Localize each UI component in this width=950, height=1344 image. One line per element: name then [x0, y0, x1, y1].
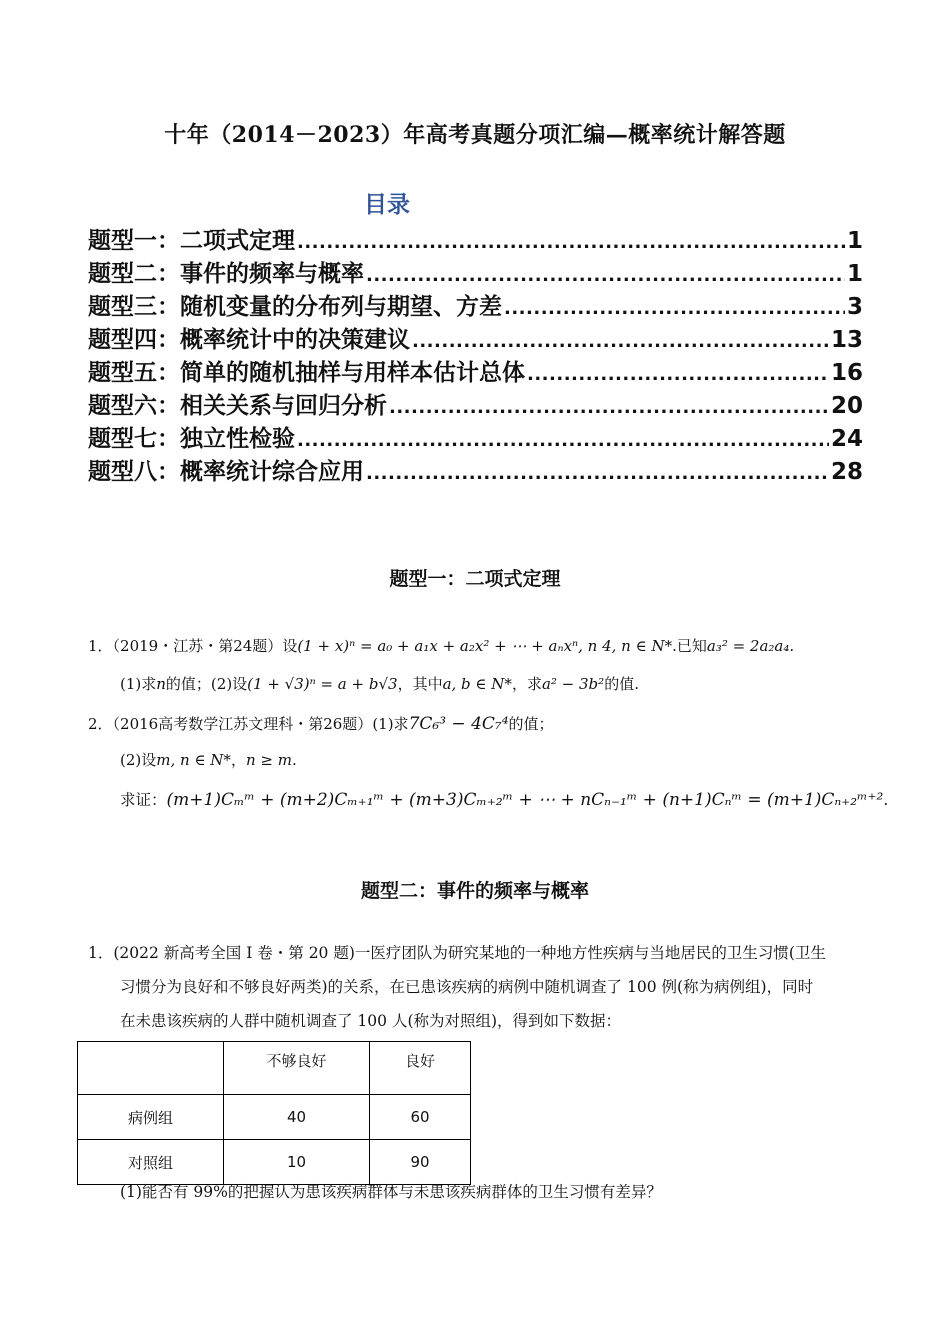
question-text: .已知 [672, 637, 707, 655]
toc-item-label: 题型二：事件的频率与概率 [88, 261, 364, 287]
question-text: ， [230, 751, 246, 769]
formula: m, n ∈ N* [156, 751, 231, 769]
document-title: 十年（2014－2023）年高考真题分项汇编—概率统计解答题 [164, 122, 786, 148]
toc-item-page: 20 [830, 393, 863, 419]
question-2-1-sub1: (1)能否有 99%的把握认为患该疾病群体与未患该疾病群体的卫生习惯有差异？ [120, 1183, 662, 1201]
toc-item-page: 1 [846, 261, 863, 287]
toc-item[interactable] [88, 288, 863, 321]
question-text: ，求 [511, 675, 542, 693]
question-2-1-line2: 习惯分为良好和不够良好两类)的关系，在已患该疾病的病例中随机调查了 100 例(称为病例组)，同时 [120, 978, 814, 996]
toc-item-page: 13 [830, 327, 863, 353]
question-source: （2016高考数学江苏文理科・第26题） [112, 715, 373, 733]
toc-leader [389, 397, 829, 418]
toc-item[interactable] [88, 453, 863, 486]
question-text: ，其中 [397, 675, 443, 693]
question-text: (1)求 [120, 675, 157, 693]
question-number: 1． [88, 637, 113, 655]
toc-item-label: 题型六：相关关系与回归分析 [88, 393, 387, 419]
question-text: . [883, 791, 889, 809]
question-source: （2019・江苏・第24题） [112, 637, 283, 655]
question-number: 2． [88, 715, 113, 733]
table-of-contents [88, 222, 863, 486]
toc-item-page: 1 [846, 228, 863, 254]
toc-leader [527, 364, 829, 385]
table-cell: 40 [224, 1095, 370, 1140]
toc-leader [366, 265, 845, 286]
question-1-2-proof [120, 790, 888, 810]
table-header-cell: 不够良好 [224, 1042, 370, 1095]
toc-item-label: 题型三：随机变量的分布列与期望、方差 [88, 294, 502, 320]
question-text: 求证： [120, 791, 167, 809]
toc-item-page: 24 [830, 426, 863, 452]
table-row [78, 1042, 471, 1095]
question-text: (1)求 [372, 715, 409, 733]
question-1-2 [88, 714, 554, 734]
question-2-1-line1 [88, 936, 826, 970]
toc-item-label: 题型四：概率统计中的决策建议 [88, 327, 410, 353]
toc-item-label: 题型五：简单的随机抽样与用样本估计总体 [88, 360, 525, 386]
question-number: 1． [88, 944, 114, 962]
table-cell: 60 [370, 1095, 471, 1140]
question-1-1: 1．（2019・江苏・第24题）设(1 + x)ⁿ = a₀ + a₁x + a₂x² + ⋯ + aₙxⁿ, n 4, n ∈ N*.已知a₃² = 2a₂a₄. [88, 637, 795, 655]
formula: a, b ∈ N* [442, 675, 512, 693]
table-header-cell [78, 1042, 224, 1095]
toc-leader [297, 430, 829, 451]
question-text: . [291, 751, 297, 769]
toc-item-page: 16 [830, 360, 863, 386]
question-text: (2022 新高考全国 I 卷・第 20 题)一医疗团队为研究某地的一种地方性疾病与当地居民的卫生习惯(卫生 [113, 944, 826, 962]
toc-item-page: 28 [830, 459, 863, 485]
formula: 7C₆³ − 4C₇⁴ [408, 714, 509, 734]
question-1-1-parts [120, 674, 639, 694]
section-title: 题型一：二项式定理 [389, 568, 561, 590]
toc-item-label: 题型七：独立性检验 [88, 426, 295, 452]
toc-item-label: 题型一：二项式定理 [88, 228, 295, 254]
formula: (m+1)Cₘᵐ + (m+2)Cₘ₊₁ᵐ + (m+3)Cₘ₊₂ᵐ + ⋯ + nCₙ₋₁ᵐ + (n+1)Cₙᵐ = (m+1)Cₙ₊₂ᵐ⁺² [166, 790, 884, 810]
table-cell: 病例组 [78, 1095, 224, 1140]
question-text: 的值. [604, 675, 639, 693]
toc-leader [366, 463, 829, 484]
formula: n ≥ m [245, 751, 292, 769]
formula: (1 + x)ⁿ = a₀ + a₁x + a₂x² + ⋯ + aₙxⁿ, n 4, n ∈ N* [297, 637, 673, 655]
toc-item-label: 题型八：概率统计综合应用 [88, 459, 364, 485]
question-text: (2)设 [120, 751, 157, 769]
toc-item[interactable] [88, 420, 863, 453]
table-header-cell: 良好 [370, 1042, 471, 1095]
table-row [78, 1140, 471, 1185]
question-text: 的值； [508, 715, 554, 733]
table-cell: 对照组 [78, 1140, 224, 1185]
formula: (1 + √3)ⁿ = a + b√3 [247, 675, 398, 693]
toc-leader [504, 298, 845, 319]
toc-item[interactable] [88, 321, 863, 354]
question-text: 设 [282, 637, 298, 655]
toc-item[interactable] [88, 255, 863, 288]
data-table [77, 1041, 471, 1185]
table-cell: 10 [224, 1140, 370, 1185]
toc-item-page: 3 [846, 294, 863, 320]
toc-item[interactable] [88, 354, 863, 387]
section-title: 题型二：事件的频率与概率 [360, 880, 589, 902]
formula: a₃² = 2a₂a₄ [706, 637, 790, 655]
toc-heading: 目录 [364, 191, 410, 218]
question-2-1-line3: 在未患该疾病的人群中随机调查了 100 人(称为对照组)，得到如下数据： [120, 1012, 622, 1030]
question-1-2-part2 [120, 750, 297, 770]
formula: n [156, 675, 166, 693]
toc-leader [412, 331, 829, 352]
toc-item[interactable] [88, 222, 863, 255]
toc-leader [297, 232, 845, 253]
question-text: 的值；(2)设 [165, 675, 248, 693]
table-row [78, 1095, 471, 1140]
formula: a² − 3b² [541, 675, 605, 693]
table-cell: 90 [370, 1140, 471, 1185]
toc-item[interactable] [88, 387, 863, 420]
